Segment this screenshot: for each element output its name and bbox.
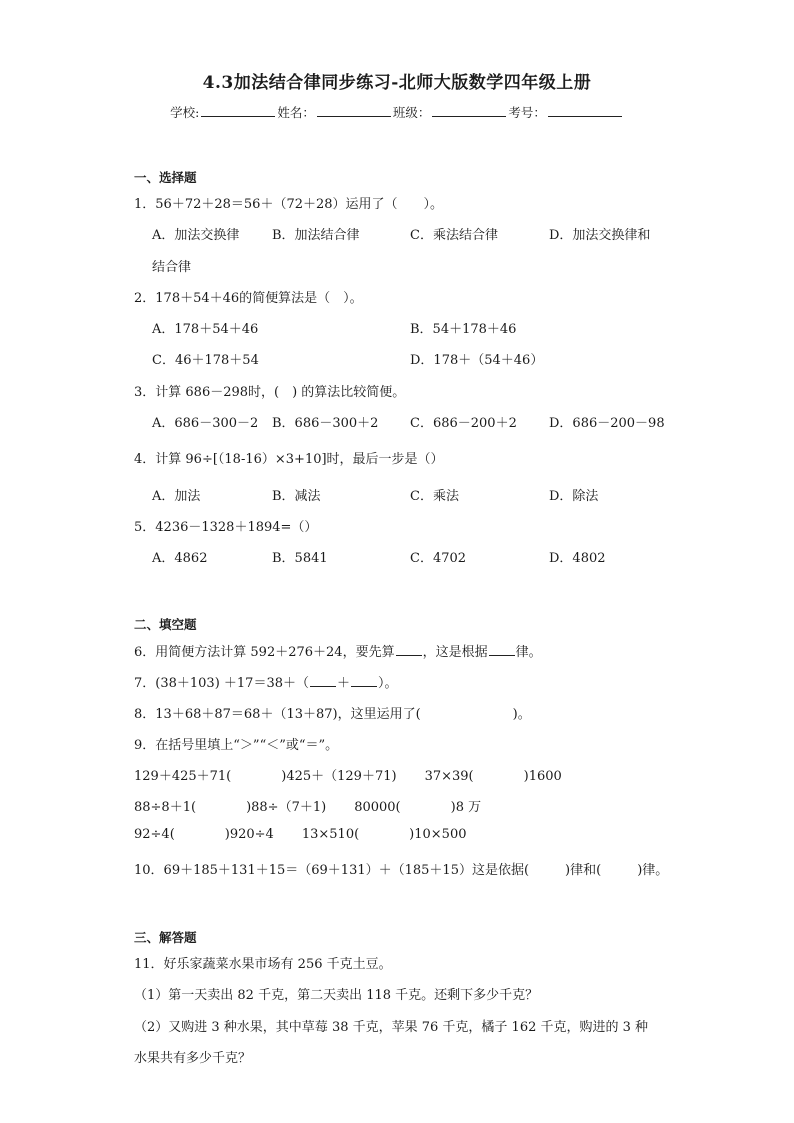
question-1-stem: 1．56＋72＋28＝56＋（72＋28）运用了（ ）。 xyxy=(134,197,444,212)
q1-option-d[interactable]: D．加法交换律和 xyxy=(549,228,651,243)
q5-option-d[interactable]: D．4802 xyxy=(549,551,606,566)
name-blank[interactable] xyxy=(317,104,391,117)
q7-text-2: ＋ xyxy=(337,676,351,691)
question-10 xyxy=(134,859,668,878)
q2-option-a[interactable]: A．178＋54＋46 xyxy=(152,322,259,337)
q3-option-b[interactable]: B．686－300＋2 xyxy=(272,416,379,431)
q6-blank-1[interactable] xyxy=(396,643,422,656)
q4-option-b[interactable]: B．减法 xyxy=(272,489,321,504)
class-label: 班级： xyxy=(392,105,431,120)
q7-blank-2[interactable] xyxy=(351,674,377,687)
q9-row-1 xyxy=(134,765,562,784)
q1-option-d-continued: 结合律 xyxy=(152,260,192,275)
question-5-stem: 5．4236－1328＋1894=（） xyxy=(134,520,318,535)
q9-r1-left-b: 37×39( xyxy=(424,769,474,784)
q2-option-b[interactable]: B．54＋178＋46 xyxy=(410,322,517,337)
q5-option-a[interactable]: A．4862 xyxy=(152,551,208,566)
q9-r2-left-a: 88÷8＋1( xyxy=(134,800,197,815)
q3-option-d[interactable]: D．686－200－98 xyxy=(549,416,665,431)
question-8 xyxy=(134,703,531,722)
school-blank[interactable] xyxy=(201,104,275,117)
q1-option-a[interactable]: A．加法交换律 xyxy=(152,228,240,243)
q6-text-2: ，这是根据 xyxy=(422,645,488,660)
page-title: 4.3加法结合律同步练习-北师大版数学四年级上册 xyxy=(202,73,592,93)
student-info-line xyxy=(0,103,794,121)
q5-option-c[interactable]: C．4702 xyxy=(410,551,467,566)
section-heading-fill: 二、填空题 xyxy=(134,617,197,632)
q10-text-2: )律和( xyxy=(565,863,602,878)
school-label: 学校: xyxy=(170,105,200,120)
q9-row-2 xyxy=(134,796,481,815)
q4-option-d[interactable]: D．除法 xyxy=(549,489,599,504)
q8-text-2: )。 xyxy=(512,707,531,722)
q10-text-1: 10．69＋185＋131＋15＝（69＋131）＋（185＋15）这是依据( xyxy=(134,863,530,878)
q9-r2-right-b: )8 万 xyxy=(450,800,482,815)
q1-option-b[interactable]: B．加法结合律 xyxy=(272,228,360,243)
q10-text-3: )律。 xyxy=(637,863,669,878)
examno-blank[interactable] xyxy=(548,104,622,117)
q11-subquestion-2-continued: 水果共有多少千克？ xyxy=(134,1051,252,1066)
q3-option-c[interactable]: C．686－200＋2 xyxy=(410,416,517,431)
q6-text-3: 律。 xyxy=(515,645,542,660)
q4-option-a[interactable]: A．加法 xyxy=(152,489,201,504)
q1-option-c[interactable]: C．乘法结合律 xyxy=(410,228,498,243)
q9-r3-right-a: )920÷4 xyxy=(224,827,274,842)
q9-r1-right-a: )425＋（129＋71) xyxy=(281,769,397,784)
q5-option-b[interactable]: B．5841 xyxy=(272,551,328,566)
q3-option-a[interactable]: A．686－300－2 xyxy=(152,416,259,431)
q11-subquestion-1: （1）第一天卖出 82 千克，第二天卖出 118 千克。还剩下多少千克？ xyxy=(134,988,539,1003)
q9-r2-right-a: )88÷（7＋1) xyxy=(246,800,327,815)
q6-blank-2[interactable] xyxy=(489,643,515,656)
question-4-stem: 4．计算 96÷[（18-16）×3+10]时，最后一步是（） xyxy=(134,452,444,467)
q9-r2-left-b: 80000( xyxy=(354,800,401,815)
name-label: 姓名： xyxy=(277,105,315,120)
question-11-stem: 11．好乐家蔬菜水果市场有 256 千克土豆。 xyxy=(134,957,392,972)
q7-text-3: ）。 xyxy=(378,676,398,691)
q7-text-1: 7．(38＋103) ＋17＝38＋（ xyxy=(134,676,309,691)
q4-option-c[interactable]: C．乘法 xyxy=(410,489,459,504)
q6-text-1: 6．用简便方法计算 592＋276＋24，要先算 xyxy=(134,645,395,660)
question-3-stem: 3．计算 686－298时，( ) 的算法比较简便。 xyxy=(134,385,406,400)
q2-option-c[interactable]: C．46＋178＋54 xyxy=(152,353,259,368)
section-heading-choice: 一、选择题 xyxy=(134,170,197,185)
q2-option-d[interactable]: D．178＋（54＋46） xyxy=(410,353,544,368)
question-6 xyxy=(134,641,542,660)
q7-blank-1[interactable] xyxy=(310,674,336,687)
class-blank[interactable] xyxy=(432,104,506,117)
question-9-stem: 9．在括号里填上“＞”“＜”或“＝”。 xyxy=(134,738,339,753)
question-7 xyxy=(134,672,398,691)
q9-r3-left-b: 13×510( xyxy=(301,827,360,842)
question-2-stem: 2．178＋54＋46的简便算法是（ ）。 xyxy=(134,291,363,306)
q9-row-3 xyxy=(134,827,467,842)
examno-label: 考号： xyxy=(508,105,546,120)
section-heading-solve: 三、解答题 xyxy=(134,930,197,945)
q8-text-1: 8．13＋68＋87＝68＋（13＋87)，这里运用了( xyxy=(134,707,421,722)
q9-r1-left-a: 129＋425＋71( xyxy=(134,769,232,784)
q9-r3-right-b: )10×500 xyxy=(409,827,467,842)
q11-subquestion-2: （2）又购进 3 种水果，其中草莓 38 千克，苹果 76 千克，橘子 162 千克，购进的 3 种 xyxy=(134,1020,649,1035)
q9-r1-right-b: )1600 xyxy=(523,769,562,784)
q9-r3-left-a: 92÷4( xyxy=(134,827,175,842)
